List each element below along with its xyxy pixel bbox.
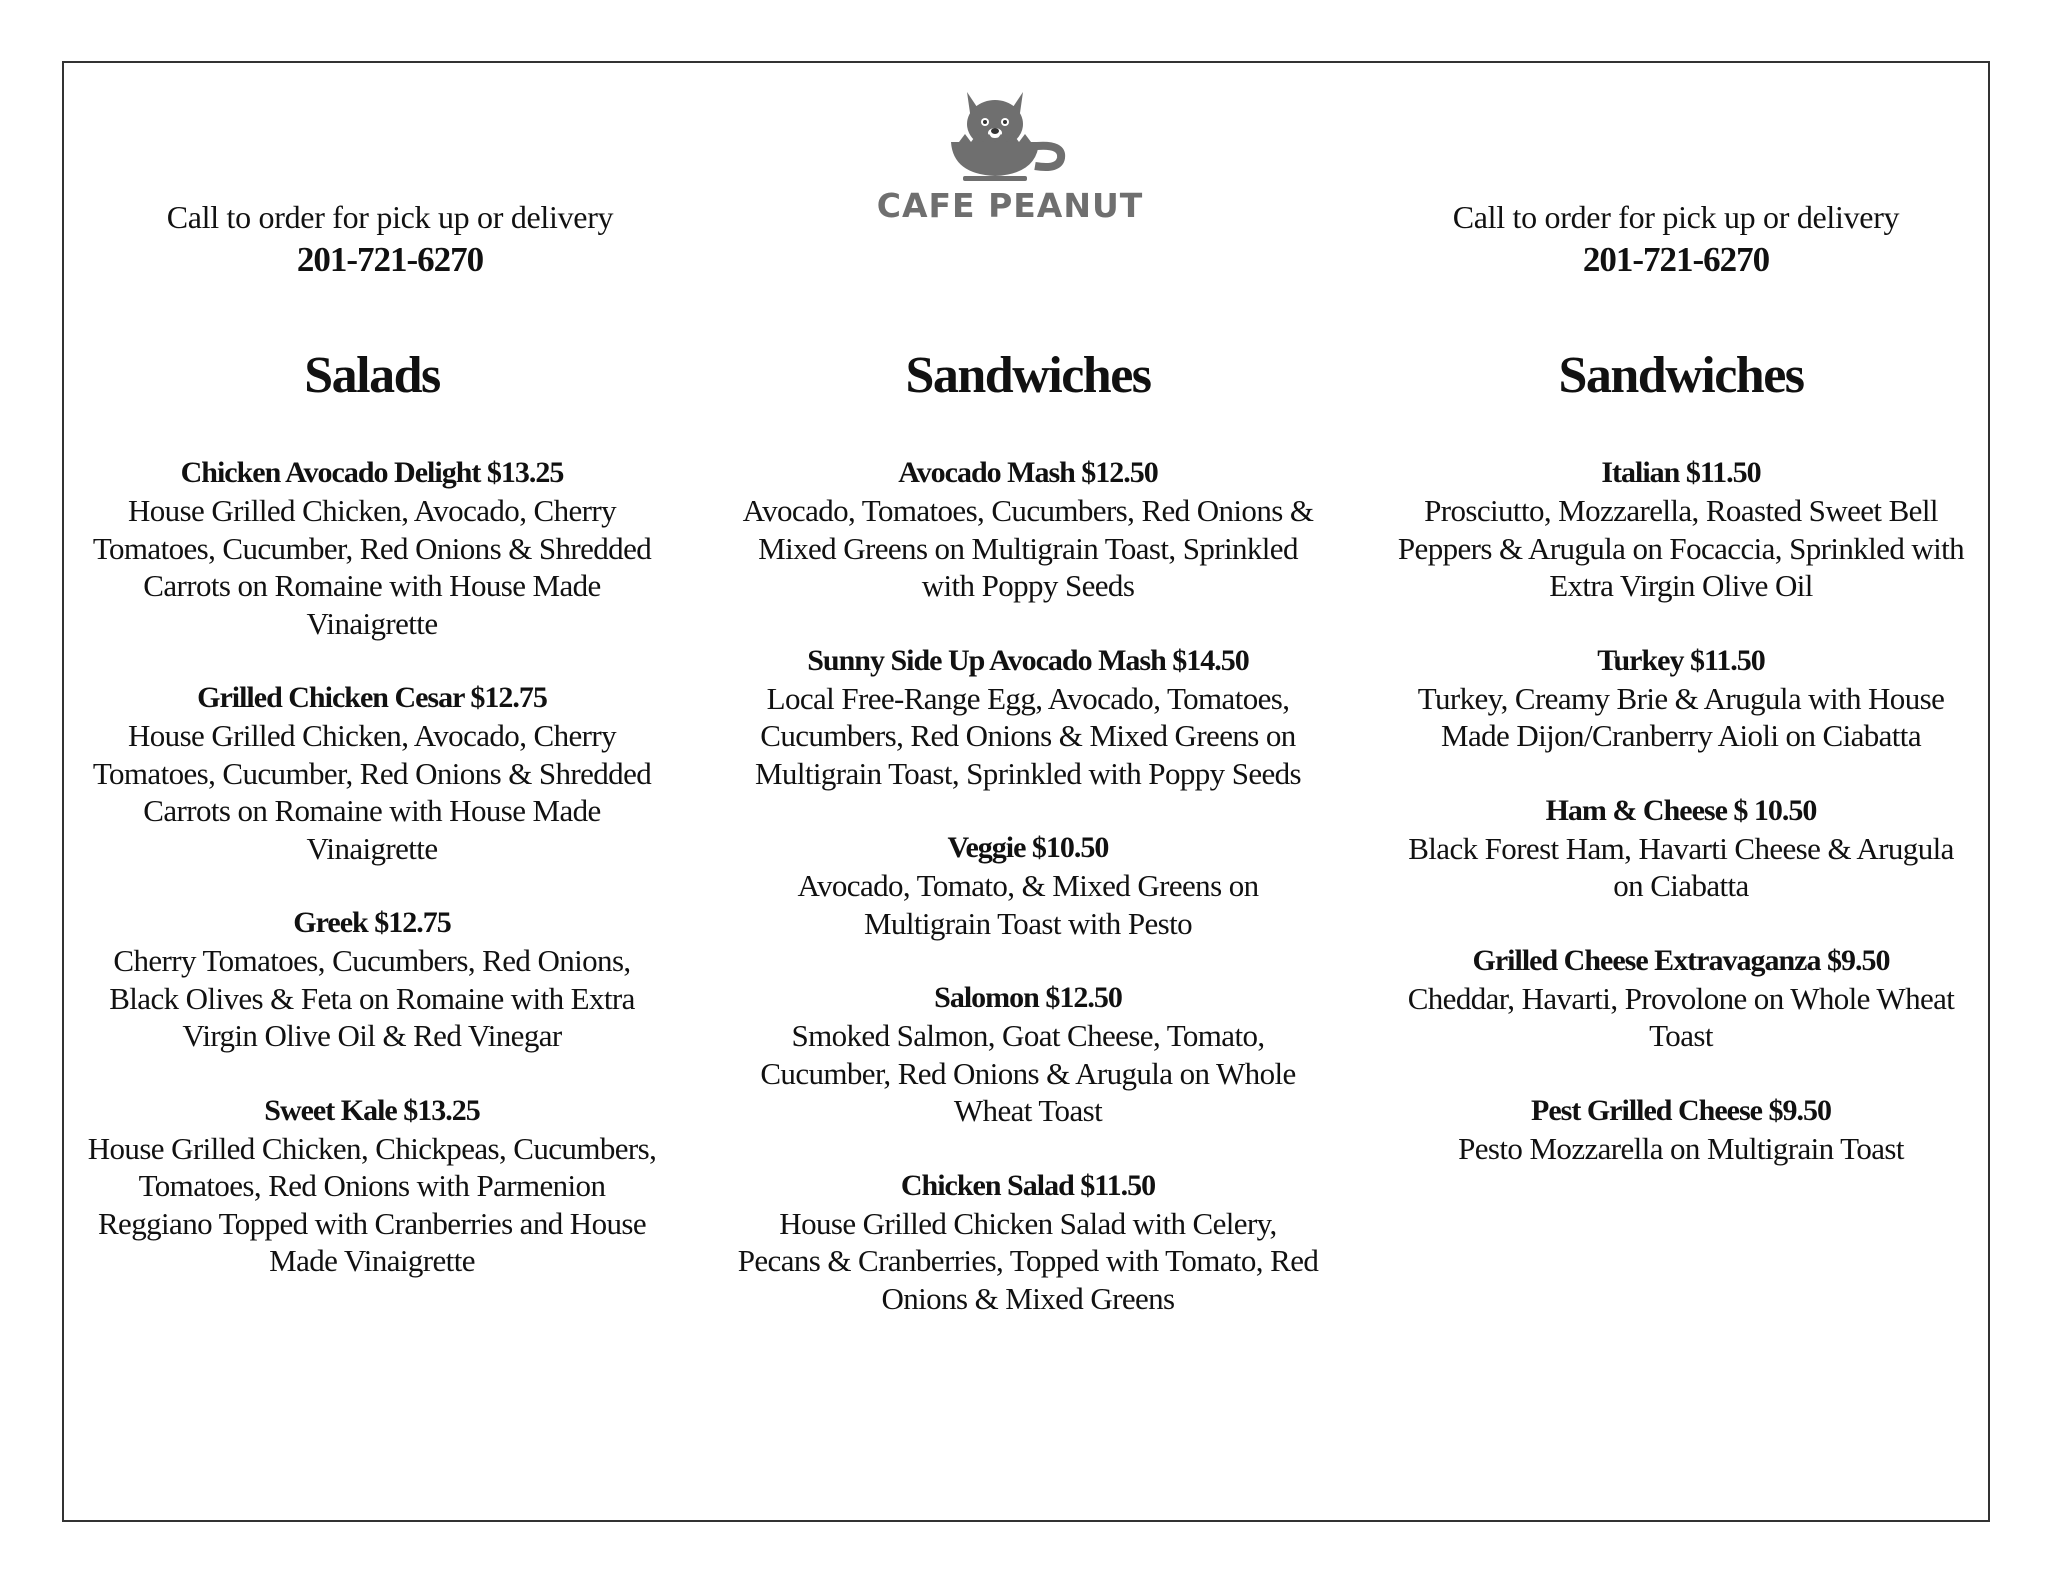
menu-item [723,642,1333,793]
menu-item-name: Greek $12.75 [293,906,451,939]
phone-number: 201-721-6270 [1582,240,1770,279]
menu-item-description: House Grilled Chicken, Avocado, Cherry Tomatoes, Cucumber, Red Onions & Shredded Carrots on Romaine with House Made Vinaigrette [92,718,652,866]
menu-item [67,454,677,642]
section-title: Sandwiches [905,347,1151,404]
menu-item [723,979,1333,1130]
menu-item-description: Prosciutto, Mozzarella, Roasted Sweet Bell Peppers & Arugula on Focaccia, Sprinkled with Extra Virgin Olive Oil [1397,493,1965,603]
dog-in-cup-logo-icon [945,86,1075,182]
menu-item [1376,454,1986,605]
menu-item-name: Avocado Mash $12.50 [898,456,1158,489]
menu-item [723,829,1333,942]
menu-item-name: Veggie $10.50 [947,831,1109,864]
menu-item-description: House Grilled Chicken Salad with Celery, Pecans & Cranberries, Topped with Tomato, Red Onions & Mixed Greens [737,1205,1319,1316]
menu-item-name: Grilled Cheese Extravaganza $9.50 [1472,943,1890,977]
menu-item-description: Cherry Tomatoes, Cucumbers, Red Onions, Black Olives & Feta on Romaine with Extra Virgin Olive Oil & Red Vinegar [109,943,635,1053]
menu-item-name: Chicken Salad $11.50 [900,1168,1156,1202]
menu-column-salads [67,340,677,1317]
menu-item [723,1167,1333,1318]
menu-column-sandwiches-1 [723,340,1333,1354]
section-title: Salads [304,347,440,404]
menu-item-description: Cheddar, Havarti, Provolone on Whole Wheat Toast [1407,980,1955,1053]
menu-item-name: Pest Grilled Cheese $9.50 [1531,1093,1831,1127]
menu-item-name: Sunny Side Up Avocado Mash $14.50 [807,643,1249,677]
menu-item-name: Salomon $12.50 [934,981,1122,1014]
menu-item [1376,1092,1986,1168]
menu-item-description: Avocado, Tomato, & Mixed Greens on Multigrain Toast with Pesto [797,868,1259,941]
menu-item-description: Avocado, Tomatoes, Cucumbers, Red Onions & Mixed Greens on Multigrain Toast, Sprinkled with Poppy Seeds [742,493,1314,603]
menu-item-name: Turkey $11.50 [1597,643,1765,677]
menu-item-description: Pesto Mozzarella on Multigrain Toast [1458,1130,1904,1166]
menu-item-name: Sweet Kale $13.25 [264,1093,480,1127]
menu-item-name: Grilled Chicken Cesar $12.75 [197,681,547,714]
brand-name: CAFE PEANUT [876,186,1144,225]
call-to-order-text: Call to order for pick up or delivery [166,199,614,235]
menu-item [1376,942,1986,1055]
menu-item [67,904,677,1055]
menu-item-description: Local Free-Range Egg, Avocado, Tomatoes, Cucumbers, Red Onions & Mixed Greens on Multigrain Toast, Sprinkled with Poppy Seeds [754,680,1302,791]
menu-item-description: Black Forest Ham, Havarti Cheese & Arugula on Ciabatta [1408,830,1954,903]
menu-column-sandwiches-2 [1376,340,1986,1204]
contact-right [1366,196,1986,282]
menu-item-description: Smoked Salmon, Goat Cheese, Tomato, Cucumber, Red Onions & Arugula on Whole Wheat Toast [760,1018,1296,1128]
menu-item-description: House Grilled Chicken, Avocado, Cherry Tomatoes, Cucumber, Red Onions & Shredded Carrots on Romaine with House Made Vinaigrette [92,493,652,641]
menu-item [1376,792,1986,905]
menu-item-name: Ham & Cheese $ 10.50 [1545,793,1817,827]
cafe-logo [840,86,1180,226]
menu-item-name: Chicken Avocado Delight $13.25 [180,456,564,489]
contact-left [80,196,700,282]
menu-item [67,679,677,867]
menu-item [67,1092,677,1280]
call-to-order-text: Call to order for pick up or delivery [1452,199,1900,235]
menu-item [723,454,1333,605]
menu-item [1376,642,1986,755]
menu-item-description: Turkey, Creamy Brie & Arugula with House Made Dijon/Cranberry Aioli on Ciabatta [1417,680,1945,753]
section-title: Sandwiches [1558,347,1804,404]
menu-item-name: Italian $11.50 [1601,456,1761,489]
phone-number: 201-721-6270 [296,240,484,279]
menu-item-description: House Grilled Chicken, Chickpeas, Cucumbers, Tomatoes, Red Onions with Parmenion Reggiano Topped with Cranberries and House Made Vinaigrette [87,1130,657,1278]
